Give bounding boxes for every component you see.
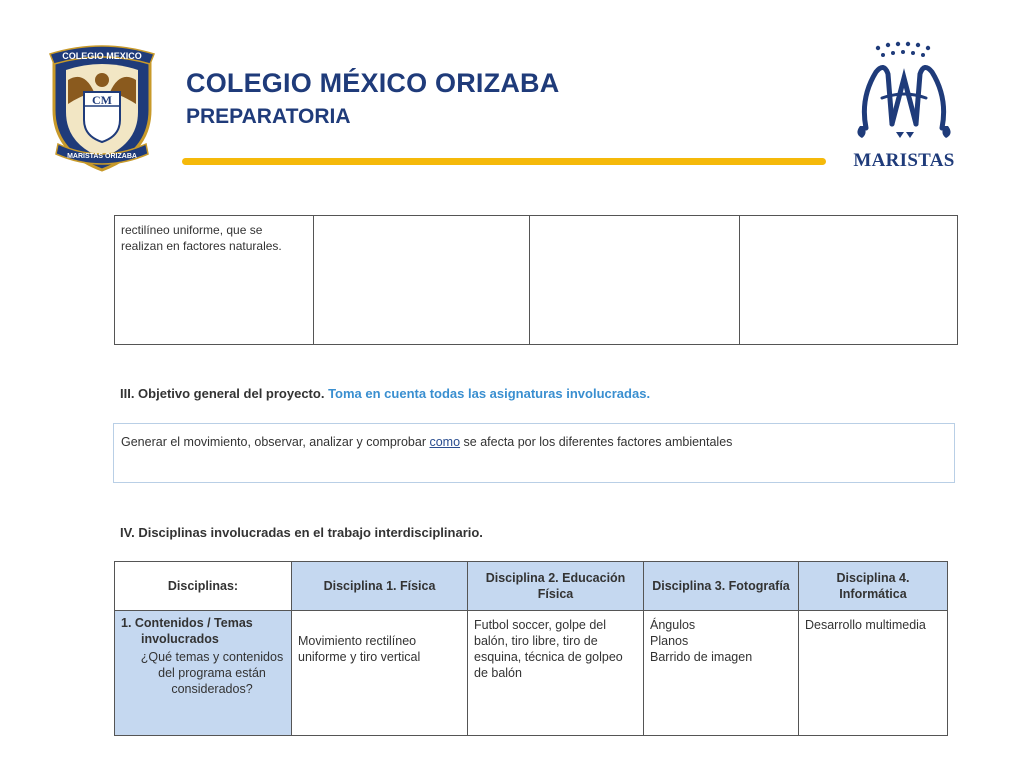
- section-3-heading: [120, 386, 650, 401]
- header-title-block: [186, 68, 559, 130]
- page-title: COLEGIO MÉXICO ORIZABA: [186, 68, 560, 98]
- objective-text-part: se afecta por los diferentes factores ambientales: [460, 435, 733, 449]
- gold-divider: [182, 158, 826, 165]
- row-header-question: ¿Qué temas y contenidos del programa están considerados?: [140, 650, 284, 696]
- column-header: Disciplina 4. Informática: [799, 562, 948, 611]
- table-row: [115, 216, 958, 345]
- table-cell-fisica: Movimiento rectilíneo uniforme y tiro vertical: [292, 611, 468, 736]
- column-header: Disciplina 1. Física: [292, 562, 468, 611]
- disciplines-table: [114, 561, 948, 736]
- column-header: Disciplina 2. Educación Física: [468, 562, 644, 611]
- objective-text-part: Generar el movimiento, observar, analizar y comprobar: [121, 435, 430, 449]
- school-crest-logo: [44, 40, 160, 174]
- table-row: [115, 611, 948, 736]
- section-3-hint: Toma en cuenta todas las asignaturas involucradas.: [328, 386, 651, 401]
- table-cell: [740, 216, 958, 345]
- page-subtitle: PREPARATORIA: [186, 105, 351, 128]
- row-header-line1: 1. Contenidos / Temas: [121, 616, 253, 630]
- crest-top-text: COLEGIO MEXICO: [62, 51, 142, 61]
- maristas-wordmark: MARISTAS: [853, 150, 955, 171]
- objective-text-box[interactable]: [113, 423, 955, 483]
- table-cell-informatica: Desarrollo multimedia: [799, 611, 948, 736]
- continued-table: [114, 215, 958, 345]
- section-4-heading: IV. Disciplinas involucradas en el trabajo interdisciplinario.: [120, 525, 483, 540]
- table-cell: [530, 216, 740, 345]
- row-header: [115, 611, 292, 736]
- table-cell: [314, 216, 530, 345]
- table-cell-educacion-fisica: Futbol soccer, golpe del balón, tiro libre, tiro de esquina, técnica de golpeo de balón: [468, 611, 644, 736]
- table-cell: rectilíneo uniforme, que se realizan en factores naturales.: [115, 216, 314, 345]
- table-cell-fotografia: Ángulos Planos Barrido de imagen: [644, 611, 799, 736]
- objective-underlined-word: como: [429, 435, 461, 449]
- row-header-line2: involucrados: [141, 632, 219, 646]
- column-header: Disciplina 3. Fotografía: [644, 562, 799, 611]
- column-header: Disciplinas:: [115, 562, 292, 611]
- crest-bottom-text: MARISTAS ORIZABA: [67, 153, 137, 160]
- table-header-row: [115, 562, 948, 611]
- crest-initials: CM: [92, 93, 112, 107]
- section-3-title: III. Objetivo general del proyecto.: [120, 386, 325, 401]
